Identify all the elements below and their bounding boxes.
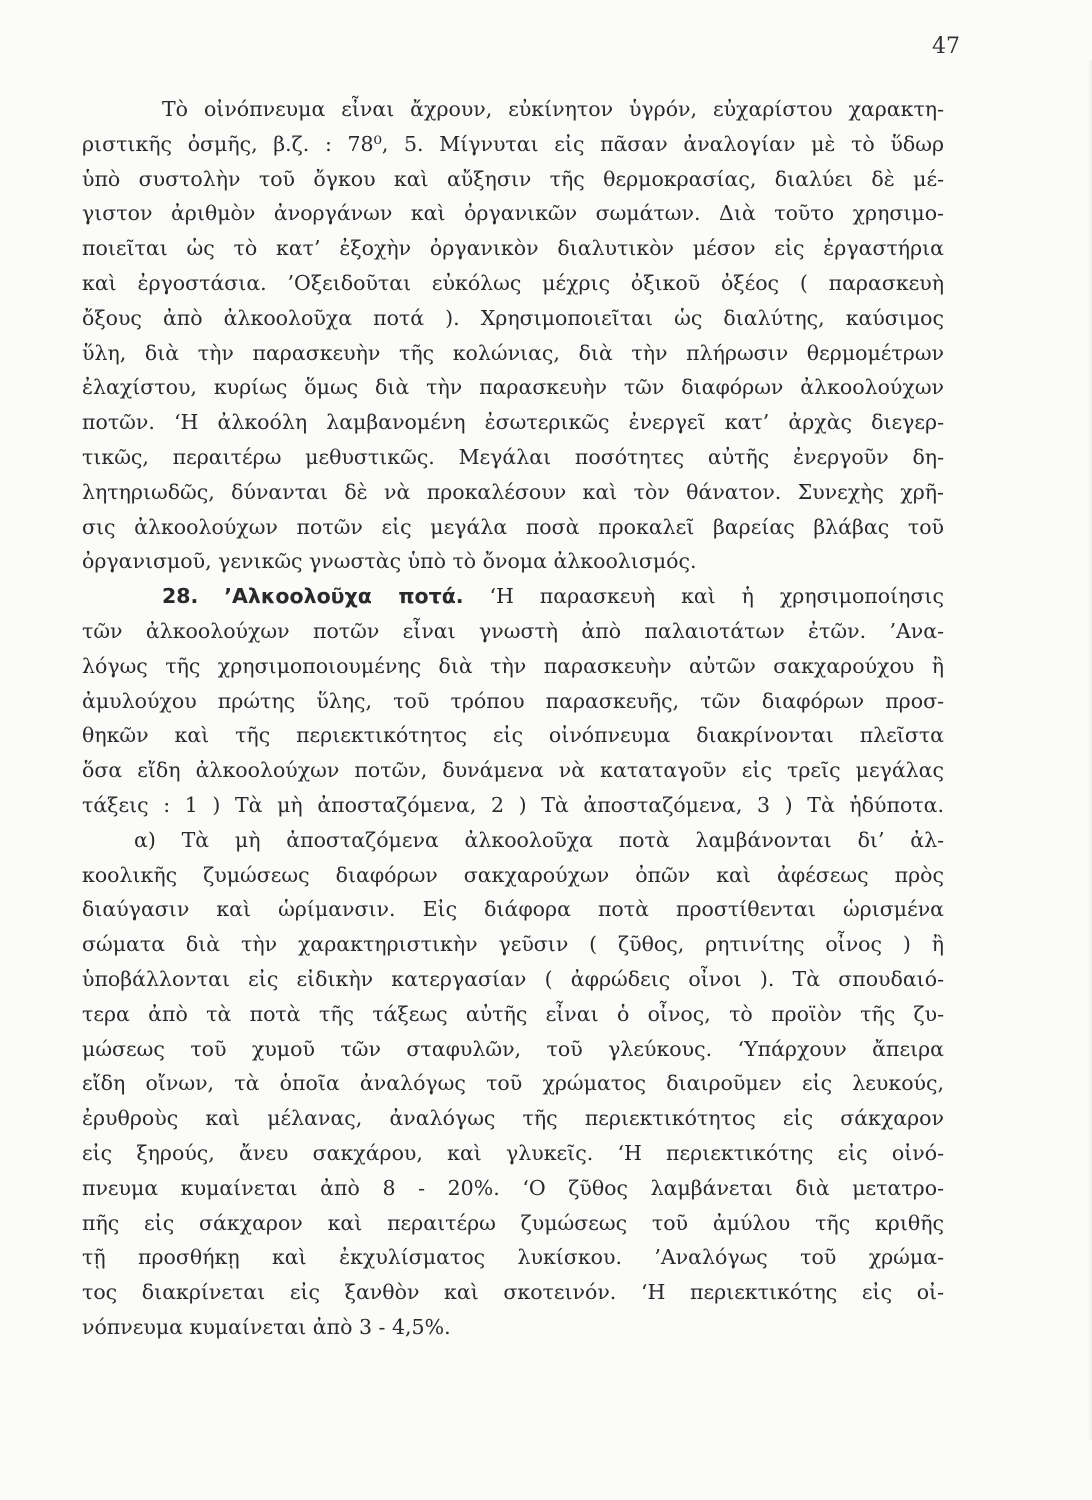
text-line: ριστικῆς ὀσμῆς, β.ζ. : 78⁰, 5. Μίγνυται εἰς πᾶσαν ἀναλογίαν μὲ τὸ ὕδωρ	[82, 131, 944, 156]
text-line: ἀμυλούχου πρώτης ὕλης, τοῦ τρόπου παρασκευῆς, τῶν διαφόρων προσ-	[82, 688, 944, 713]
page-edge-shadow	[1088, 60, 1092, 1440]
text-line: ὑπὸ συστολὴν τοῦ ὄγκου καὶ αὔξησιν τῆς θερμοκρασίας, διαλύει δὲ μέ-	[82, 166, 944, 191]
text-line: πῆς εἰς σάκχαρον καὶ περαιτέρω ζυμώσεως τοῦ ἀμύλου τῆς κριθῆς	[82, 1210, 944, 1235]
text-line: τάξεις : 1 ) Τὰ μὴ ἀποσταζόμενα, 2 ) Τὰ ἀποσταζόμενα, 3 ) Τὰ ἡδύποτα.	[82, 792, 944, 817]
section-first-line-text: ‘Η παρασκευὴ καὶ ἡ χρησιμοποίησις	[489, 584, 944, 609]
text-line: διαύγασιν καὶ ὡρίμανσιν. Εἰς διάφορα ποτὰ προστίθενται ὡρισμένα	[82, 897, 944, 922]
section-number: 28.	[162, 584, 199, 609]
text-line: εἰς ξηρούς, ἄνευ σακχάρου, καὶ γλυκεῖς. ‘Η περιεκτικότης εἰς οἰνό-	[82, 1140, 944, 1165]
text-line: λητηριωδῶς, δύνανται δὲ νὰ προκαλέσουν καὶ τὸν θάνατον. Συνεχὴς χρῆ-	[82, 479, 944, 504]
body-text	[82, 92, 944, 1345]
section-heading-line	[82, 579, 944, 614]
section-title: ’Αλκοολοῦχα ποτά.	[224, 584, 464, 609]
text-line: νόπνευμα κυμαίνεται ἀπὸ 3 - 4,5%.	[82, 1314, 451, 1339]
text-line: τος διακρίνεται εἰς ξανθὸν καὶ σκοτεινόν. ‘Η περιεκτικότης εἰς οἰ-	[82, 1280, 944, 1305]
text-line: τικῶς, περαιτέρω μεθυστικῶς. Μεγάλαι ποσότητες αὐτῆς ἐνεργοῦν δη-	[82, 444, 944, 469]
text-line: θηκῶν καὶ τῆς περιεκτικότητος εἰς οἰνόπνευμα διακρίνονται πλεῖστα	[82, 723, 944, 748]
text-line: γιστον ἀριθμὸν ἀνοργάνων καὶ ὀργανικῶν σωμάτων. Διὰ τοῦτο χρησιμο-	[82, 201, 944, 226]
text-line: ποιεῖται ὡς τὸ κατ’ ἐξοχὴν ὀργανικὸν διαλυτικὸν μέσον εἰς ἐργαστήρια	[82, 236, 944, 261]
text-line: ὅσα εἴδη ἀλκοολούχων ποτῶν, δυνάμενα νὰ καταταγοῦν εἰς τρεῖς μεγάλας	[82, 758, 944, 783]
text-line: ὀργανισμοῦ, γενικῶς γνωστὰς ὑπὸ τὸ ὄνομα ἀλκοολισμός.	[82, 549, 697, 574]
text-line: πνευμα κυμαίνεται ἀπὸ 8 - 20%. ‘Ο ζῦθος λαμβάνεται διὰ μετατρο-	[82, 1175, 944, 1200]
text-line: εἴδη οἴνων, τὰ ὁποῖα ἀναλόγως τοῦ χρώματος διαιροῦμεν εἰς λευκούς,	[82, 1071, 944, 1096]
text-line: Τὸ οἰνόπνευμα εἶναι ἄχρουν, εὐκίνητον ὑγρόν, εὐχαρίστου χαρακτη-	[162, 97, 944, 121]
text-line: λόγως τῆς χρησιμοποιουμένης διὰ τὴν παρασκευὴν αὐτῶν σακχαρούχου ἢ	[82, 653, 944, 678]
text-line: σις ἀλκοολούχων ποτῶν εἰς μεγάλα ποσὰ προκαλεῖ βαρείας βλάβας τοῦ	[82, 514, 944, 539]
text-line: ποτῶν. ‘Η ἀλκοόλη λαμβανομένη ἐσωτερικῶς ἐνεργεῖ κατ’ ἀρχὰς διεγερ-	[82, 410, 944, 435]
text-line: α) Τὰ μὴ ἀποσταζόμενα ἀλκοολοῦχα ποτὰ λαμβάνονται δι’ ἀλ-	[134, 827, 944, 852]
text-line: τῶν ἀλκοολούχων ποτῶν εἶναι γνωστὴ ἀπὸ παλαιοτάτων ἐτῶν. ’Ανα-	[82, 618, 944, 643]
text-line: τῇ προσθήκῃ καὶ ἐκχυλίσματος λυκίσκου. ’Αναλόγως τοῦ χρώμα-	[82, 1245, 944, 1270]
text-line: σώματα διὰ τὴν χαρακτηριστικὴν γεῦσιν ( ζῦθος, ρητινίτης οἶνος ) ἢ	[82, 932, 944, 957]
text-line: κοολικῆς ζυμώσεως διαφόρων σακχαρούχων ὀπῶν καὶ ἀφέσεως πρὸς	[82, 862, 944, 887]
text-line: ὄξους ἀπὸ ἀλκοολοῦχα ποτά ). Χρησιμοποιεῖται ὡς διαλύτης, καύσιμος	[82, 305, 944, 330]
text-line: ὕλη, διὰ τὴν παρασκευὴν τῆς κολώνιας, διὰ τὴν πλήρωσιν θερμομέτρων	[82, 340, 944, 365]
text-line: ὑποβάλλονται εἰς εἰδικὴν κατεργασίαν ( ἀφρώδεις οἶνοι ). Τὰ σπουδαιό-	[82, 966, 944, 991]
text-line: ἐλαχίστου, κυρίως ὅμως διὰ τὴν παρασκευὴν τῶν διαφόρων ἀλκοολούχων	[82, 375, 944, 400]
page-number: 47	[932, 34, 960, 59]
text-line: μώσεως τοῦ χυμοῦ τῶν σταφυλῶν, τοῦ γλεύκους. ‘Υπάρχουν ἄπειρα	[82, 1036, 944, 1061]
text-line: καὶ ἐργοστάσια. ’Οξειδοῦται εὐκόλως μέχρις ὀξικοῦ ὀξέος ( παρασκευὴ	[82, 270, 944, 295]
text-line: ἐρυθροὺς καὶ μέλανας, ἀναλόγως τῆς περιεκτικότητος εἰς σάκχαρον	[82, 1106, 944, 1131]
text-line: τερα ἀπὸ τὰ ποτὰ τῆς τάξεως αὐτῆς εἶναι ὁ οἶνος, τὸ προϊὸν τῆς ζυ-	[82, 1001, 944, 1026]
